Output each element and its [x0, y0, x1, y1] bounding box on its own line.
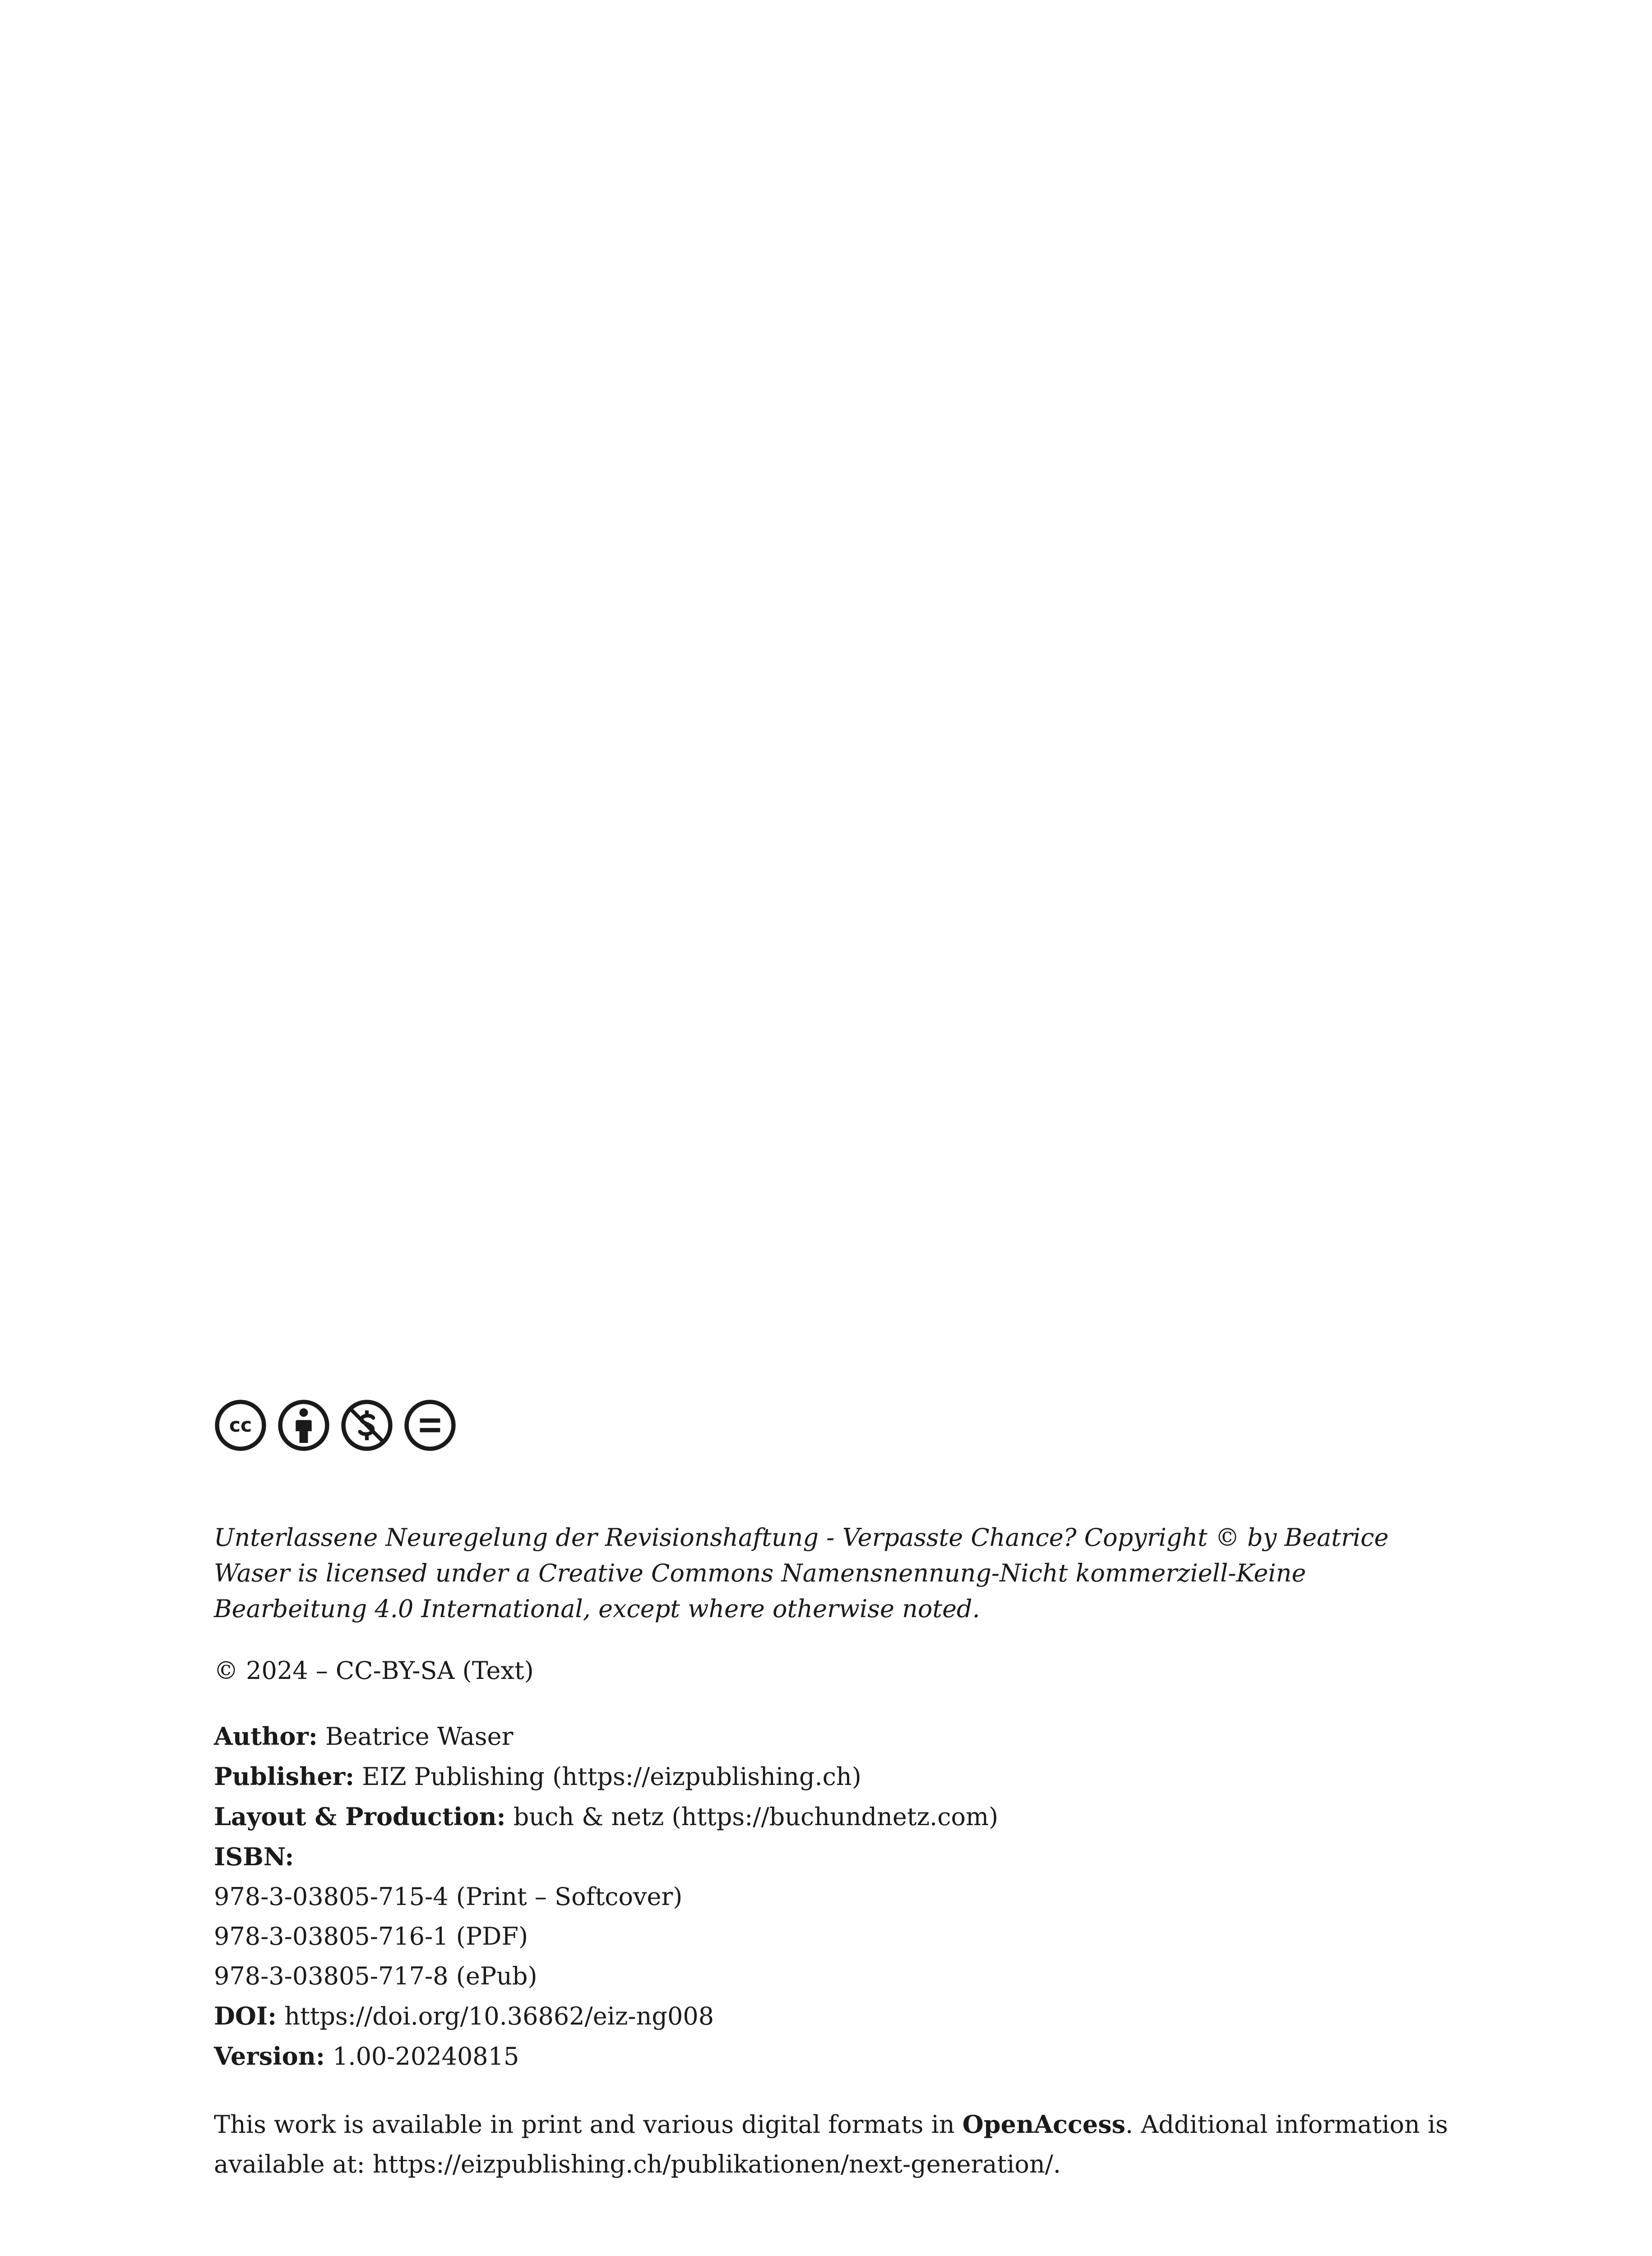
isbn-line [214, 1837, 1450, 1877]
license-statement: Unterlassene Neuregelung der Revisionshaftung - Verpasste Chance? Copyright © by Beatrice Waser is licensed under a Creative Commons Namensnennung-Nicht kommerziell-Keine Bearbeitung 4.0 International, except where otherwise noted. [214, 1523, 1389, 1623]
publisher-label: Publisher: [214, 1762, 355, 1791]
version-label: Version: [214, 2042, 325, 2071]
openaccess-label: OpenAccess [962, 2110, 1126, 2139]
publisher-line [214, 1757, 1450, 1797]
publisher-value: EIZ Publishing (https://eizpublishing.ch) [362, 1762, 861, 1791]
cc-icon [214, 1399, 267, 1452]
nd-icon [403, 1399, 457, 1452]
license-icons [214, 1399, 1450, 1452]
version-value: 1.00-20240815 [333, 2042, 519, 2071]
nc-icon [340, 1399, 393, 1452]
isbn-label: ISBN: [214, 1842, 294, 1871]
author-value: Beatrice Waser [325, 1722, 514, 1751]
layout-label: Layout & Production: [214, 1802, 506, 1831]
availability-text-start: This work is available in print and various digital formats in [214, 2110, 963, 2139]
publication-metadata [214, 1716, 1450, 2076]
version-line [214, 2036, 1450, 2076]
imprint-block [214, 1399, 1450, 2184]
doi-label: DOI: [214, 2002, 277, 2030]
availability-text-end: . Additional information is available at: https://eizpublishing.ch/publikationen/next-generation/. [214, 2110, 1448, 2178]
doi-value: https://doi.org/10.36862/eiz-ng008 [284, 2002, 714, 2030]
svg-text:cc: cc [229, 1415, 252, 1437]
layout-line [214, 1797, 1450, 1837]
author-label: Author: [214, 1722, 318, 1751]
author-line [214, 1716, 1450, 1757]
isbn-print: 978-3-03805-715-4 (Print – Softcover) [214, 1882, 683, 1911]
by-icon [277, 1399, 330, 1452]
isbn-epub: 978-3-03805-717-8 (ePub) [214, 1962, 537, 1990]
doi-line [214, 1996, 1450, 2036]
layout-value: buch & netz (https://buchundnetz.com) [513, 1803, 999, 1831]
copyright-line: © 2024 – CC-BY-SA (Text) [214, 1656, 534, 1685]
availability-note [214, 2104, 1450, 2184]
isbn-pdf: 978-3-03805-716-1 (PDF) [214, 1922, 528, 1951]
